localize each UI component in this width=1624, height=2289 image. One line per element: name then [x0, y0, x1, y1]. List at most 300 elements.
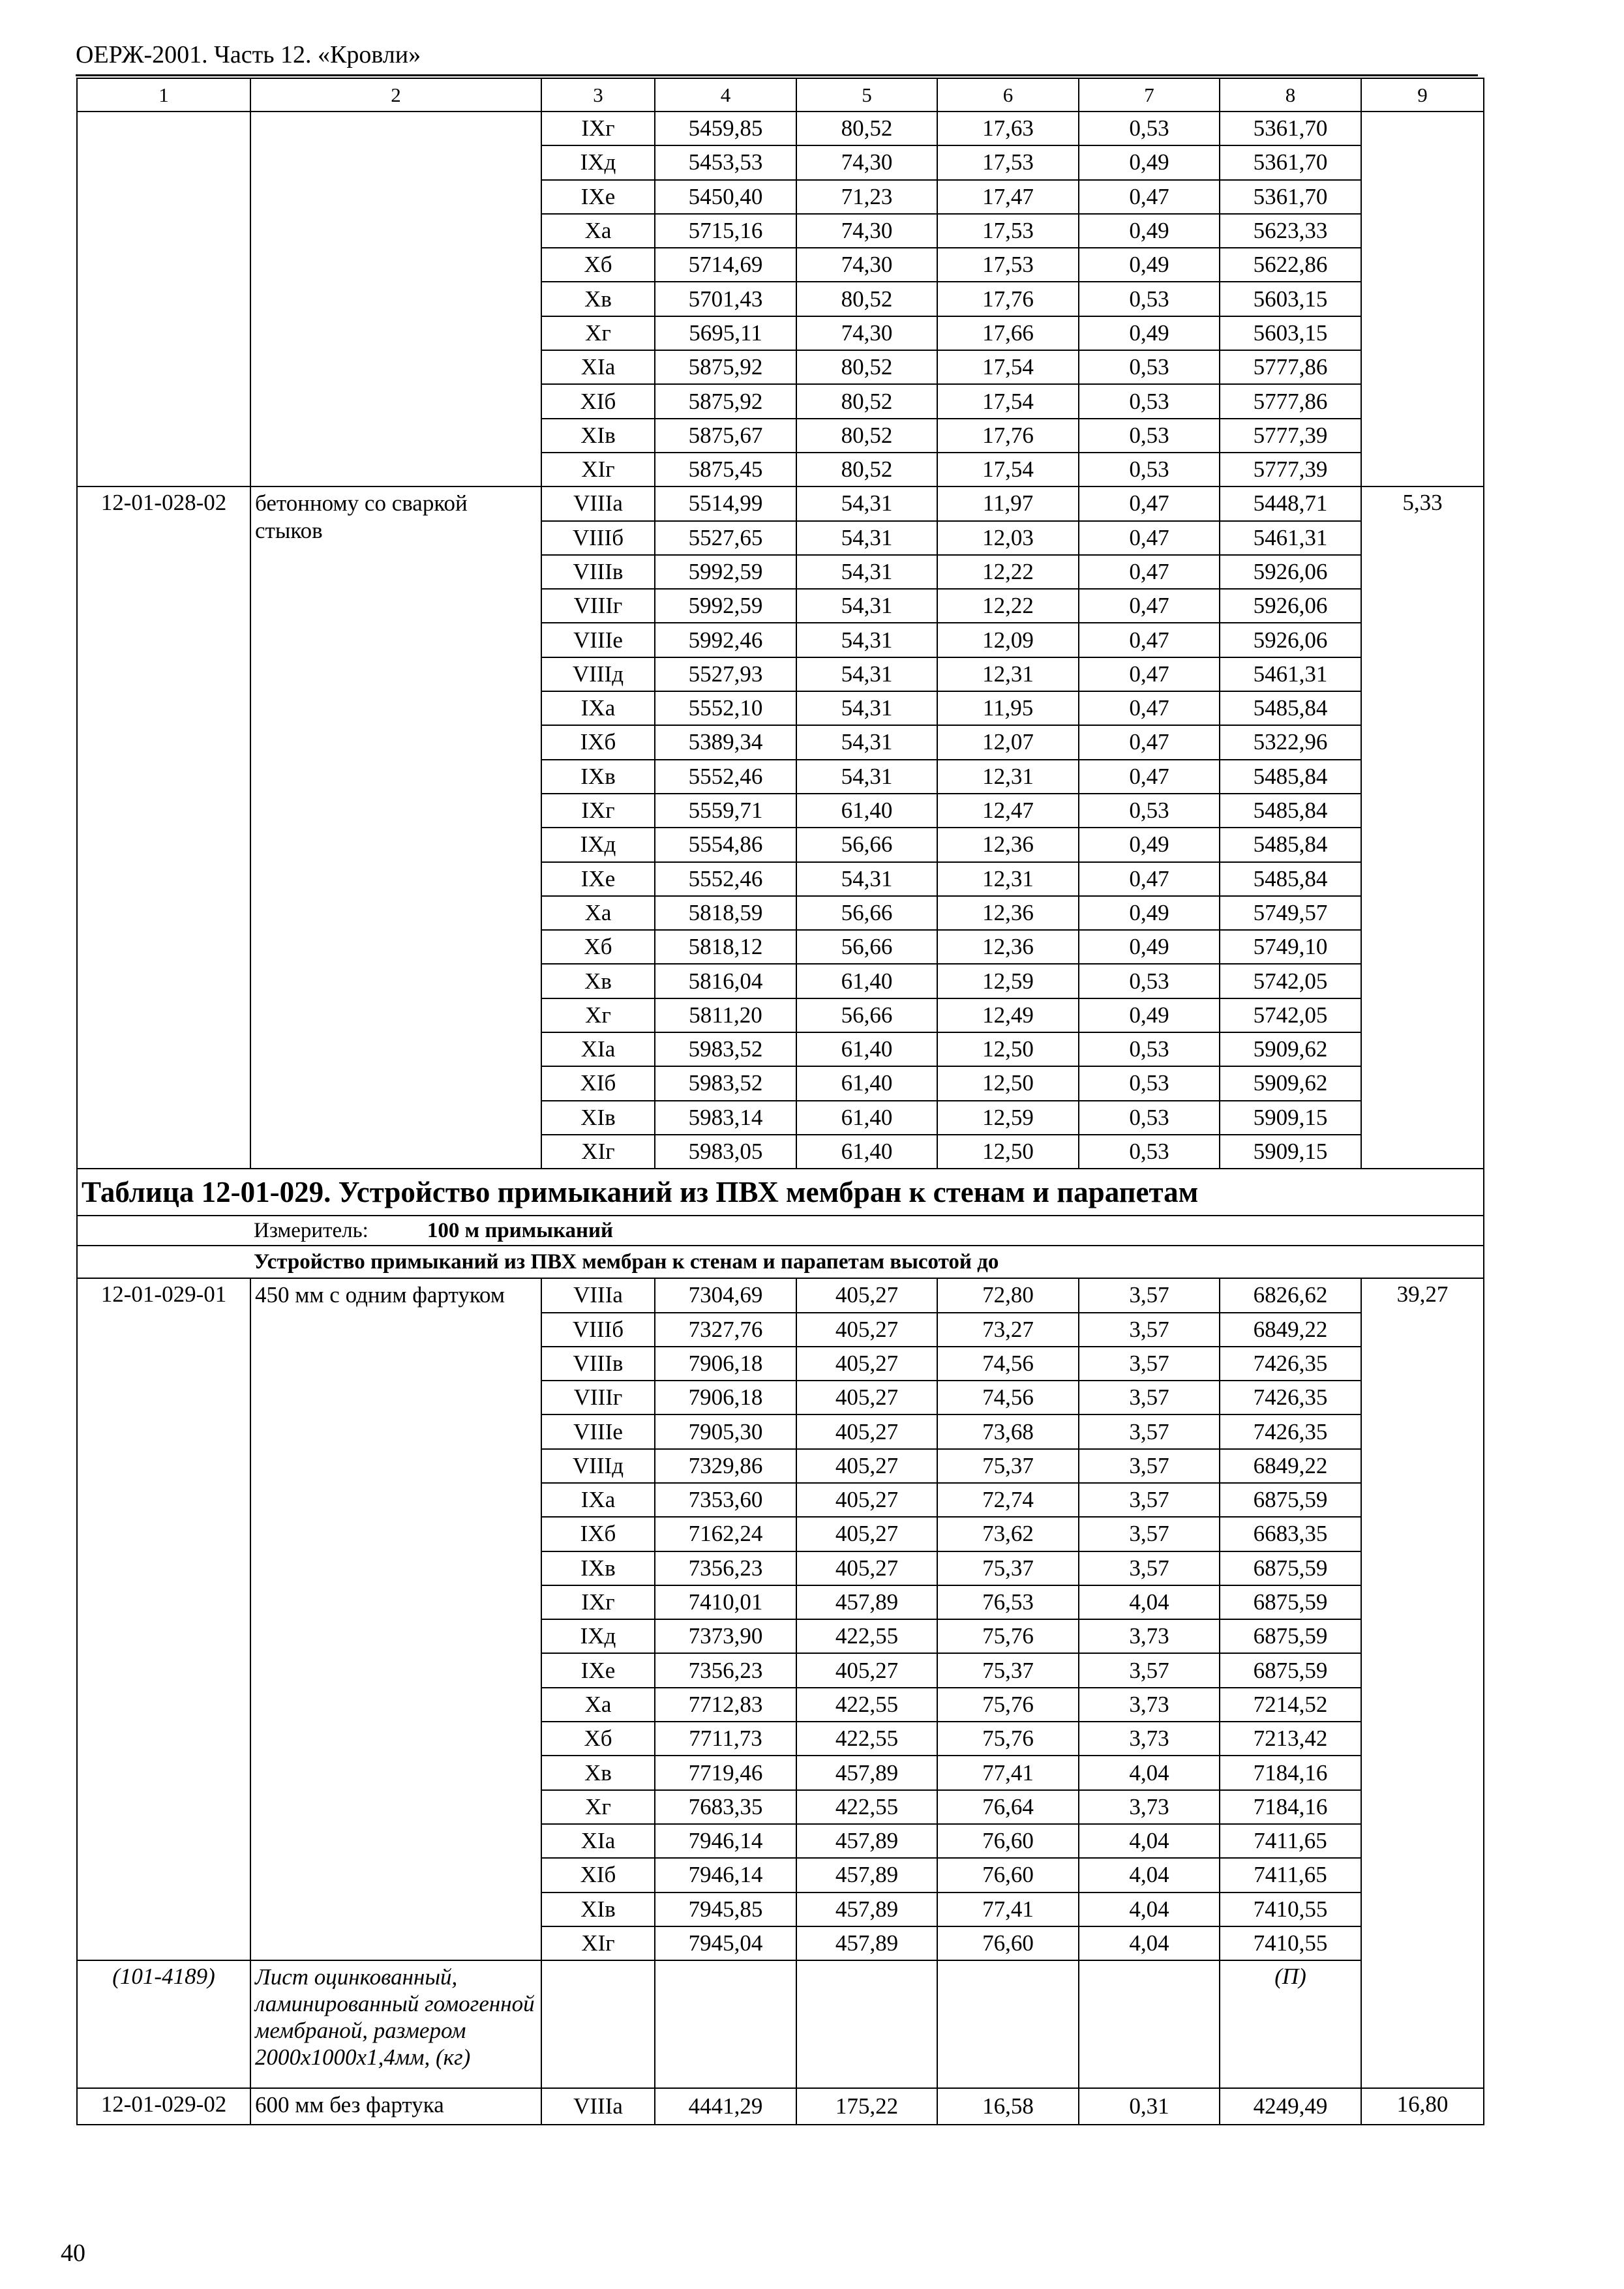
wages-cost: 12,07 [937, 725, 1079, 759]
direct-cost: 7683,35 [655, 1790, 796, 1824]
material-empty-cell [541, 1960, 655, 2088]
running-header: ОЕРЖ-2001. Часть 12. «Кровли» [76, 41, 421, 68]
wages-cost: 72,80 [937, 1278, 1079, 1312]
column-number: 1 [77, 78, 250, 112]
material-description: Лист оцинкованный, ламинированный гомогенной мембраной, размером 2000x1000x1,4мм, (кг) [250, 1960, 541, 2088]
wages-cost: 17,63 [937, 112, 1079, 145]
materials-cost: 5485,84 [1220, 828, 1361, 861]
machinery-cost: 54,31 [796, 623, 937, 657]
zone-code: VIIIг [541, 589, 655, 623]
materials-cost: 7426,35 [1220, 1347, 1361, 1381]
operator-wages: 4,04 [1079, 1585, 1220, 1619]
zone-code: IXг [541, 112, 655, 145]
zone-code: IXг [541, 794, 655, 828]
machinery-cost: 405,27 [796, 1483, 937, 1517]
table-row [77, 112, 1484, 145]
machinery-cost: 405,27 [796, 1347, 937, 1381]
operator-wages: 0,53 [1079, 964, 1220, 998]
zone-code: VIIIе [541, 1414, 655, 1448]
materials-cost: 7184,16 [1220, 1756, 1361, 1789]
direct-cost: 7946,14 [655, 1824, 796, 1858]
operator-wages: 0,49 [1079, 828, 1220, 861]
direct-cost: 5514,99 [655, 486, 796, 520]
machinery-cost: 457,89 [796, 1756, 937, 1789]
operator-wages: 3,57 [1079, 1414, 1220, 1448]
materials-cost: 6683,35 [1220, 1517, 1361, 1551]
machinery-cost: 54,31 [796, 862, 937, 896]
materials-cost: 7213,42 [1220, 1722, 1361, 1756]
direct-cost: 5811,20 [655, 998, 796, 1032]
materials-cost: 5909,15 [1220, 1101, 1361, 1135]
operator-wages: 3,73 [1079, 1722, 1220, 1756]
zone-code: Xб [541, 930, 655, 964]
material-row [77, 1960, 1484, 2088]
operator-wages: 0,53 [1079, 1066, 1220, 1100]
description-cell-empty [250, 112, 541, 486]
direct-cost: 7711,73 [655, 1722, 796, 1756]
rate-description: 600 мм без фартука [250, 2088, 541, 2125]
direct-cost: 4441,29 [655, 2088, 796, 2125]
operator-wages: 0,47 [1079, 486, 1220, 520]
meter-label: Измеритель: [254, 1219, 368, 1243]
column-number: 4 [655, 78, 796, 112]
direct-cost: 5992,59 [655, 589, 796, 623]
materials-cost: 5623,33 [1220, 214, 1361, 248]
zone-code: XIб [541, 384, 655, 418]
wages-cost: 76,60 [937, 1824, 1079, 1858]
zone-code: VIIIг [541, 1381, 655, 1414]
meter-row [77, 1216, 1484, 1246]
direct-cost: 7356,23 [655, 1653, 796, 1687]
zone-code: Xа [541, 896, 655, 930]
direct-cost: 5983,05 [655, 1135, 796, 1169]
column-number: 7 [1079, 78, 1220, 112]
materials-cost: 5777,39 [1220, 419, 1361, 453]
zone-code: Xа [541, 214, 655, 248]
machinery-cost: 405,27 [796, 1517, 937, 1551]
materials-cost: 6826,62 [1220, 1278, 1361, 1312]
direct-cost: 7356,23 [655, 1551, 796, 1585]
materials-cost: 5622,86 [1220, 248, 1361, 282]
direct-cost: 5552,46 [655, 862, 796, 896]
table-subtitle: Устройство примыканий из ПВХ мембран к стенам и парапетам высотой до [77, 1246, 1484, 1278]
zone-code: XIб [541, 1858, 655, 1892]
wages-cost: 17,53 [937, 248, 1079, 282]
machinery-cost: 74,30 [796, 145, 937, 179]
materials-cost: 5485,84 [1220, 760, 1361, 794]
operator-wages: 3,73 [1079, 1790, 1220, 1824]
operator-wages: 0,49 [1079, 214, 1220, 248]
materials-cost: 7411,65 [1220, 1824, 1361, 1858]
meter-value: 100 м примыканий [427, 1219, 614, 1243]
wages-cost: 12,49 [937, 998, 1079, 1032]
machinery-cost: 405,27 [796, 1414, 937, 1448]
operator-wages: 0,53 [1079, 384, 1220, 418]
zone-code: IXе [541, 1653, 655, 1687]
machinery-cost: 80,52 [796, 419, 937, 453]
direct-cost: 7945,85 [655, 1893, 796, 1926]
operator-wages: 0,49 [1079, 145, 1220, 179]
machinery-cost: 457,89 [796, 1926, 937, 1960]
zone-code: VIIIа [541, 1278, 655, 1312]
direct-cost: 5459,85 [655, 112, 796, 145]
materials-cost: 6875,59 [1220, 1619, 1361, 1653]
operator-wages: 0,53 [1079, 350, 1220, 384]
direct-cost: 7327,76 [655, 1313, 796, 1347]
machinery-cost: 74,30 [796, 214, 937, 248]
machinery-cost: 61,40 [796, 1135, 937, 1169]
operator-wages: 3,57 [1079, 1347, 1220, 1381]
wages-cost: 11,95 [937, 691, 1079, 725]
materials-cost: 5909,62 [1220, 1032, 1361, 1066]
operator-wages: 0,47 [1079, 657, 1220, 691]
wages-cost: 12,03 [937, 521, 1079, 555]
wages-cost: 17,54 [937, 350, 1079, 384]
materials-cost: 6875,59 [1220, 1585, 1361, 1619]
table-title: Таблица 12-01-029. Устройство примыканий из ПВХ мембран к стенам и парапетам [77, 1169, 1484, 1216]
materials-cost: 5322,96 [1220, 725, 1361, 759]
zone-code: IXе [541, 180, 655, 214]
direct-cost: 7304,69 [655, 1278, 796, 1312]
operator-wages: 4,04 [1079, 1756, 1220, 1789]
direct-cost: 5527,93 [655, 657, 796, 691]
table-title-row [77, 1169, 1484, 1216]
operator-wages: 3,73 [1079, 1688, 1220, 1722]
material-unit: (П) [1220, 1960, 1361, 2088]
operator-wages: 0,49 [1079, 998, 1220, 1032]
material-empty-cell [655, 1960, 796, 2088]
direct-cost: 5715,16 [655, 214, 796, 248]
operator-wages: 0,49 [1079, 248, 1220, 282]
machinery-cost: 405,27 [796, 1381, 937, 1414]
materials-cost: 5909,62 [1220, 1066, 1361, 1100]
zone-code: Xа [541, 1688, 655, 1722]
rate-code: 12-01-029-01 [77, 1278, 250, 1960]
operator-wages: 0,53 [1079, 794, 1220, 828]
zone-code: XIг [541, 453, 655, 486]
operator-wages: 0,47 [1079, 725, 1220, 759]
column-number: 5 [796, 78, 937, 112]
operator-wages: 0,53 [1079, 419, 1220, 453]
materials-cost: 6875,59 [1220, 1483, 1361, 1517]
zone-code: XIв [541, 419, 655, 453]
wages-cost: 74,56 [937, 1381, 1079, 1414]
materials-cost: 5926,06 [1220, 589, 1361, 623]
materials-cost: 7411,65 [1220, 1858, 1361, 1892]
wages-cost: 17,76 [937, 282, 1079, 316]
zone-code: Xб [541, 248, 655, 282]
materials-cost: 5603,15 [1220, 316, 1361, 350]
wages-cost: 73,68 [937, 1414, 1079, 1448]
direct-cost: 7712,83 [655, 1688, 796, 1722]
wages-cost: 75,76 [937, 1688, 1079, 1722]
table-body [77, 78, 1484, 2125]
zone-code: VIIIб [541, 1313, 655, 1347]
operator-wages: 0,49 [1079, 896, 1220, 930]
rate-code: 12-01-028-02 [77, 486, 250, 1169]
materials-cost: 5461,31 [1220, 657, 1361, 691]
direct-cost: 5453,53 [655, 145, 796, 179]
wages-cost: 17,53 [937, 145, 1079, 179]
zone-code: Xг [541, 998, 655, 1032]
zone-code: Xв [541, 282, 655, 316]
operator-wages: 3,57 [1079, 1483, 1220, 1517]
direct-cost: 5875,45 [655, 453, 796, 486]
machinery-cost: 74,30 [796, 248, 937, 282]
rate-col9: 5,33 [1361, 486, 1484, 1169]
col9-cell-empty [1361, 112, 1484, 486]
direct-cost: 5875,67 [655, 419, 796, 453]
operator-wages: 0,53 [1079, 1032, 1220, 1066]
zone-code: XIв [541, 1101, 655, 1135]
machinery-cost: 422,55 [796, 1619, 937, 1653]
machinery-cost: 405,27 [796, 1278, 937, 1312]
operator-wages: 3,57 [1079, 1517, 1220, 1551]
operator-wages: 4,04 [1079, 1824, 1220, 1858]
wages-cost: 12,22 [937, 555, 1079, 589]
machinery-cost: 405,27 [796, 1449, 937, 1483]
machinery-cost: 61,40 [796, 794, 937, 828]
wages-cost: 77,41 [937, 1893, 1079, 1926]
direct-cost: 7906,18 [655, 1347, 796, 1381]
materials-cost: 5361,70 [1220, 112, 1361, 145]
direct-cost: 5559,71 [655, 794, 796, 828]
machinery-cost: 405,27 [796, 1653, 937, 1687]
wages-cost: 17,47 [937, 180, 1079, 214]
zone-code: XIв [541, 1893, 655, 1926]
rate-col9: 39,27 [1361, 1278, 1484, 2088]
table-row [77, 2088, 1484, 2125]
direct-cost: 5983,14 [655, 1101, 796, 1135]
machinery-cost: 175,22 [796, 2088, 937, 2125]
direct-cost: 5695,11 [655, 316, 796, 350]
machinery-cost: 56,66 [796, 828, 937, 861]
operator-wages: 0,53 [1079, 282, 1220, 316]
wages-cost: 75,37 [937, 1449, 1079, 1483]
zone-code: VIIIе [541, 623, 655, 657]
materials-cost: 5485,84 [1220, 862, 1361, 896]
machinery-cost: 61,40 [796, 1066, 937, 1100]
material-empty-cell [1079, 1960, 1220, 2088]
direct-cost: 7162,24 [655, 1517, 796, 1551]
operator-wages: 0,31 [1079, 2088, 1220, 2125]
zone-code: XIа [541, 1032, 655, 1066]
machinery-cost: 54,31 [796, 657, 937, 691]
wages-cost: 75,37 [937, 1551, 1079, 1585]
wages-cost: 75,37 [937, 1653, 1079, 1687]
operator-wages: 0,47 [1079, 180, 1220, 214]
machinery-cost: 54,31 [796, 521, 937, 555]
wages-cost: 12,50 [937, 1032, 1079, 1066]
zone-code: VIIIв [541, 555, 655, 589]
machinery-cost: 405,27 [796, 1313, 937, 1347]
wages-cost: 76,60 [937, 1926, 1079, 1960]
zone-code: VIIIв [541, 1347, 655, 1381]
zone-code: IXг [541, 1585, 655, 1619]
rate-description: 450 мм с одним фартуком [250, 1278, 541, 1960]
zone-code: IXа [541, 1483, 655, 1517]
meter-cell [77, 1216, 1484, 1246]
materials-cost: 5777,86 [1220, 350, 1361, 384]
machinery-cost: 54,31 [796, 691, 937, 725]
operator-wages: 4,04 [1079, 1926, 1220, 1960]
machinery-cost: 61,40 [796, 1032, 937, 1066]
header-rule [76, 74, 1478, 76]
direct-cost: 5389,34 [655, 725, 796, 759]
column-number: 2 [250, 78, 541, 112]
zone-code: Xб [541, 1722, 655, 1756]
materials-cost: 5749,57 [1220, 896, 1361, 930]
subtitle-row [77, 1246, 1484, 1278]
code-cell-empty [77, 112, 250, 486]
materials-cost: 5926,06 [1220, 623, 1361, 657]
materials-cost: 5485,84 [1220, 691, 1361, 725]
zone-code: IXд [541, 1619, 655, 1653]
wages-cost: 76,64 [937, 1790, 1079, 1824]
machinery-cost: 405,27 [796, 1551, 937, 1585]
zone-code: IXв [541, 1551, 655, 1585]
direct-cost: 5450,40 [655, 180, 796, 214]
wages-cost: 12,31 [937, 862, 1079, 896]
materials-cost: 5448,71 [1220, 486, 1361, 520]
wages-cost: 76,60 [937, 1858, 1079, 1892]
wages-cost: 17,53 [937, 214, 1079, 248]
machinery-cost: 61,40 [796, 1101, 937, 1135]
materials-cost: 5603,15 [1220, 282, 1361, 316]
direct-cost: 7945,04 [655, 1926, 796, 1960]
zone-code: Xг [541, 1790, 655, 1824]
direct-cost: 5552,46 [655, 760, 796, 794]
direct-cost: 7719,46 [655, 1756, 796, 1789]
zone-code: IXд [541, 145, 655, 179]
wages-cost: 12,36 [937, 896, 1079, 930]
machinery-cost: 54,31 [796, 760, 937, 794]
machinery-cost: 71,23 [796, 180, 937, 214]
wages-cost: 74,56 [937, 1347, 1079, 1381]
materials-cost: 5361,70 [1220, 145, 1361, 179]
material-empty-cell [796, 1960, 937, 2088]
wages-cost: 11,97 [937, 486, 1079, 520]
column-number: 9 [1361, 78, 1484, 112]
operator-wages: 3,57 [1079, 1313, 1220, 1347]
direct-cost: 7906,18 [655, 1381, 796, 1414]
machinery-cost: 457,89 [796, 1585, 937, 1619]
wages-cost: 12,31 [937, 657, 1079, 691]
zone-code: IXб [541, 725, 655, 759]
materials-cost: 5909,15 [1220, 1135, 1361, 1169]
direct-cost: 5552,10 [655, 691, 796, 725]
machinery-cost: 54,31 [796, 486, 937, 520]
zone-code: IXв [541, 760, 655, 794]
zone-code: IXе [541, 862, 655, 896]
materials-cost: 5742,05 [1220, 964, 1361, 998]
direct-cost: 5992,46 [655, 623, 796, 657]
materials-cost: 7410,55 [1220, 1926, 1361, 1960]
machinery-cost: 80,52 [796, 350, 937, 384]
zone-code: Xг [541, 316, 655, 350]
direct-cost: 5983,52 [655, 1066, 796, 1100]
wages-cost: 17,66 [937, 316, 1079, 350]
wages-cost: 17,76 [937, 419, 1079, 453]
machinery-cost: 54,31 [796, 555, 937, 589]
wages-cost: 17,54 [937, 453, 1079, 486]
zone-code: VIIIд [541, 657, 655, 691]
zone-code: VIIIа [541, 486, 655, 520]
rate-description: бетонному со сваркой стыков [250, 486, 541, 1169]
zone-code: XIб [541, 1066, 655, 1100]
wages-cost: 12,09 [937, 623, 1079, 657]
direct-cost: 7353,60 [655, 1483, 796, 1517]
zone-code: VIIIа [541, 2088, 655, 2125]
wages-cost: 73,27 [937, 1313, 1079, 1347]
column-number: 8 [1220, 78, 1361, 112]
machinery-cost: 457,89 [796, 1893, 937, 1926]
materials-cost: 5926,06 [1220, 555, 1361, 589]
material-code: (101-4189) [77, 1960, 250, 2088]
materials-cost: 5485,84 [1220, 794, 1361, 828]
direct-cost: 7373,90 [655, 1619, 796, 1653]
zone-code: IXа [541, 691, 655, 725]
column-number-row [77, 78, 1484, 112]
wages-cost: 16,58 [937, 2088, 1079, 2125]
zone-code: XIг [541, 1135, 655, 1169]
materials-cost: 5777,39 [1220, 453, 1361, 486]
direct-cost: 7329,86 [655, 1449, 796, 1483]
direct-cost: 7946,14 [655, 1858, 796, 1892]
zone-code: Xв [541, 964, 655, 998]
wages-cost: 12,50 [937, 1135, 1079, 1169]
zone-code: IXб [541, 1517, 655, 1551]
operator-wages: 0,49 [1079, 316, 1220, 350]
column-number: 3 [541, 78, 655, 112]
machinery-cost: 54,31 [796, 589, 937, 623]
wages-cost: 12,59 [937, 1101, 1079, 1135]
wages-cost: 77,41 [937, 1756, 1079, 1789]
operator-wages: 3,57 [1079, 1449, 1220, 1483]
table-row [77, 1278, 1484, 1312]
wages-cost: 12,47 [937, 794, 1079, 828]
direct-cost: 5992,59 [655, 555, 796, 589]
table-row [77, 486, 1484, 520]
operator-wages: 0,53 [1079, 112, 1220, 145]
wages-cost: 73,62 [937, 1517, 1079, 1551]
materials-cost: 5777,86 [1220, 384, 1361, 418]
machinery-cost: 61,40 [796, 964, 937, 998]
operator-wages: 3,57 [1079, 1551, 1220, 1585]
machinery-cost: 54,31 [796, 725, 937, 759]
operator-wages: 3,57 [1079, 1653, 1220, 1687]
zone-code: VIIIд [541, 1449, 655, 1483]
wages-cost: 12,59 [937, 964, 1079, 998]
wages-cost: 12,50 [937, 1066, 1079, 1100]
wages-cost: 12,36 [937, 828, 1079, 861]
operator-wages: 0,47 [1079, 862, 1220, 896]
direct-cost: 7410,01 [655, 1585, 796, 1619]
wages-cost: 72,74 [937, 1483, 1079, 1517]
operator-wages: 4,04 [1079, 1858, 1220, 1892]
direct-cost: 5816,04 [655, 964, 796, 998]
wages-cost: 75,76 [937, 1722, 1079, 1756]
materials-cost: 5461,31 [1220, 521, 1361, 555]
materials-cost: 7184,16 [1220, 1790, 1361, 1824]
materials-cost: 6875,59 [1220, 1551, 1361, 1585]
wages-cost: 12,22 [937, 589, 1079, 623]
materials-cost: 7214,52 [1220, 1688, 1361, 1722]
direct-cost: 7905,30 [655, 1414, 796, 1448]
operator-wages: 0,47 [1079, 623, 1220, 657]
operator-wages: 0,47 [1079, 555, 1220, 589]
direct-cost: 5818,59 [655, 896, 796, 930]
